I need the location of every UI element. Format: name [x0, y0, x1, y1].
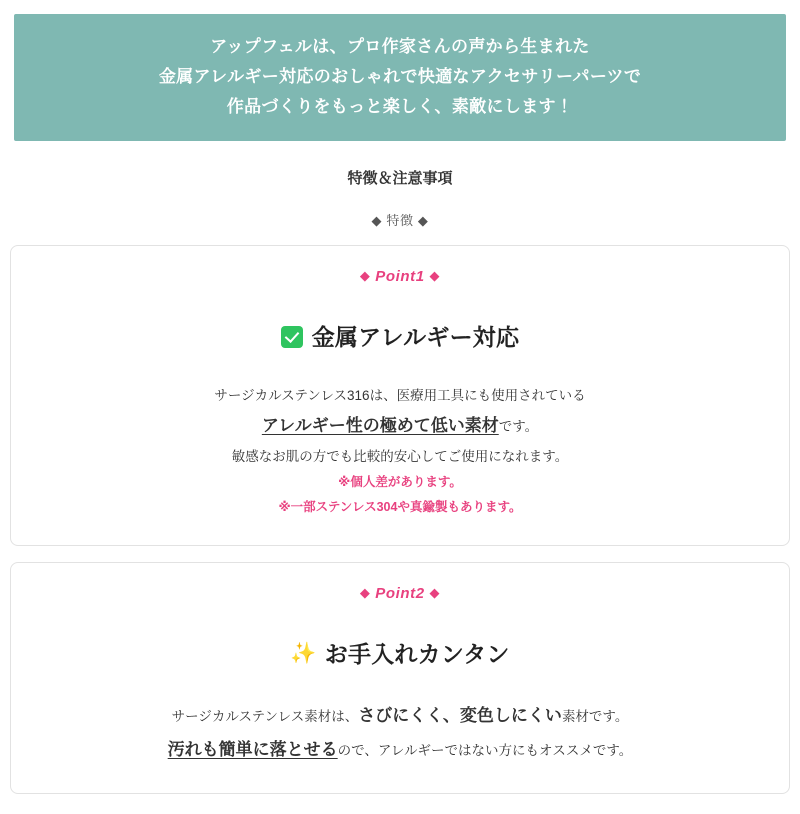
card-heading-2 [31, 636, 769, 669]
body-line-1-2 [31, 409, 769, 443]
body-line-2-1 [31, 699, 769, 733]
body-line-1-3: 敏感なお肌の方でも比較的安心してご使用になれます。 [231, 449, 569, 465]
body-line-2-2-underlined: 汚れも簡単に落とせる [167, 740, 338, 759]
section-title: 特徴＆注意事項 [347, 170, 453, 188]
point-label-2 [31, 585, 769, 602]
card-body-1 [31, 382, 769, 519]
hero-line-1: アップフェルは、プロ作家さんの声から生まれた [210, 37, 590, 56]
hero-line-3: 作品づくりをもっと楽しく、素敵にします！ [226, 96, 574, 116]
body-line-2-2 [31, 733, 769, 767]
diamond-right-icon: ◆ [429, 268, 441, 284]
point-label-text-1: Point1 [375, 268, 425, 286]
body-line-1-2-tail: です。 [498, 419, 539, 435]
body-line-2-1-emphasis: さびにくく、変色しにくい [358, 706, 562, 725]
hero-line-2: 金属アレルギー対応のおしゃれで快適なアクセサリーパーツで [158, 66, 642, 86]
section-subtitle: ◆ 特徴 ◆ [371, 213, 429, 229]
diamond-right-icon: ◆ [429, 585, 441, 600]
body-note-1-1: ※個人差があります。 [338, 475, 462, 490]
body-line-2-1-head: サージカルステンレス素材は、 [171, 709, 359, 724]
body-line-1-1: サージカルステンレス316は、医療用工具にも使用されている [214, 388, 586, 404]
check-mark-icon [281, 326, 303, 348]
feature-card-point2 [10, 562, 790, 794]
diamond-left-icon: ◆ [359, 268, 371, 284]
card-heading-text-1: 金属アレルギー対応 [311, 324, 520, 351]
card-heading-text-2: お手入れカンタン [324, 641, 510, 667]
body-line-2-1-tail: 素材です。 [561, 709, 629, 724]
point-label-1 [31, 268, 769, 285]
feature-card-point1 [10, 245, 790, 546]
card-body-2 [31, 699, 769, 767]
hero-banner [14, 14, 786, 141]
body-line-1-2-underlined: アレルギー性の極めて低い素材 [261, 416, 499, 436]
point-label-text-2: Point2 [375, 585, 425, 602]
diamond-left-icon: ◆ [359, 585, 371, 600]
page-root [0, 14, 800, 794]
card-heading-1 [31, 319, 769, 352]
body-note-1-2: ※一部ステンレス304や真鍮製もあります。 [278, 499, 522, 514]
body-line-2-2-tail: ので、アレルギーではない方にもオススメです。 [337, 743, 633, 758]
sparkles-icon: ✨ [290, 642, 317, 665]
